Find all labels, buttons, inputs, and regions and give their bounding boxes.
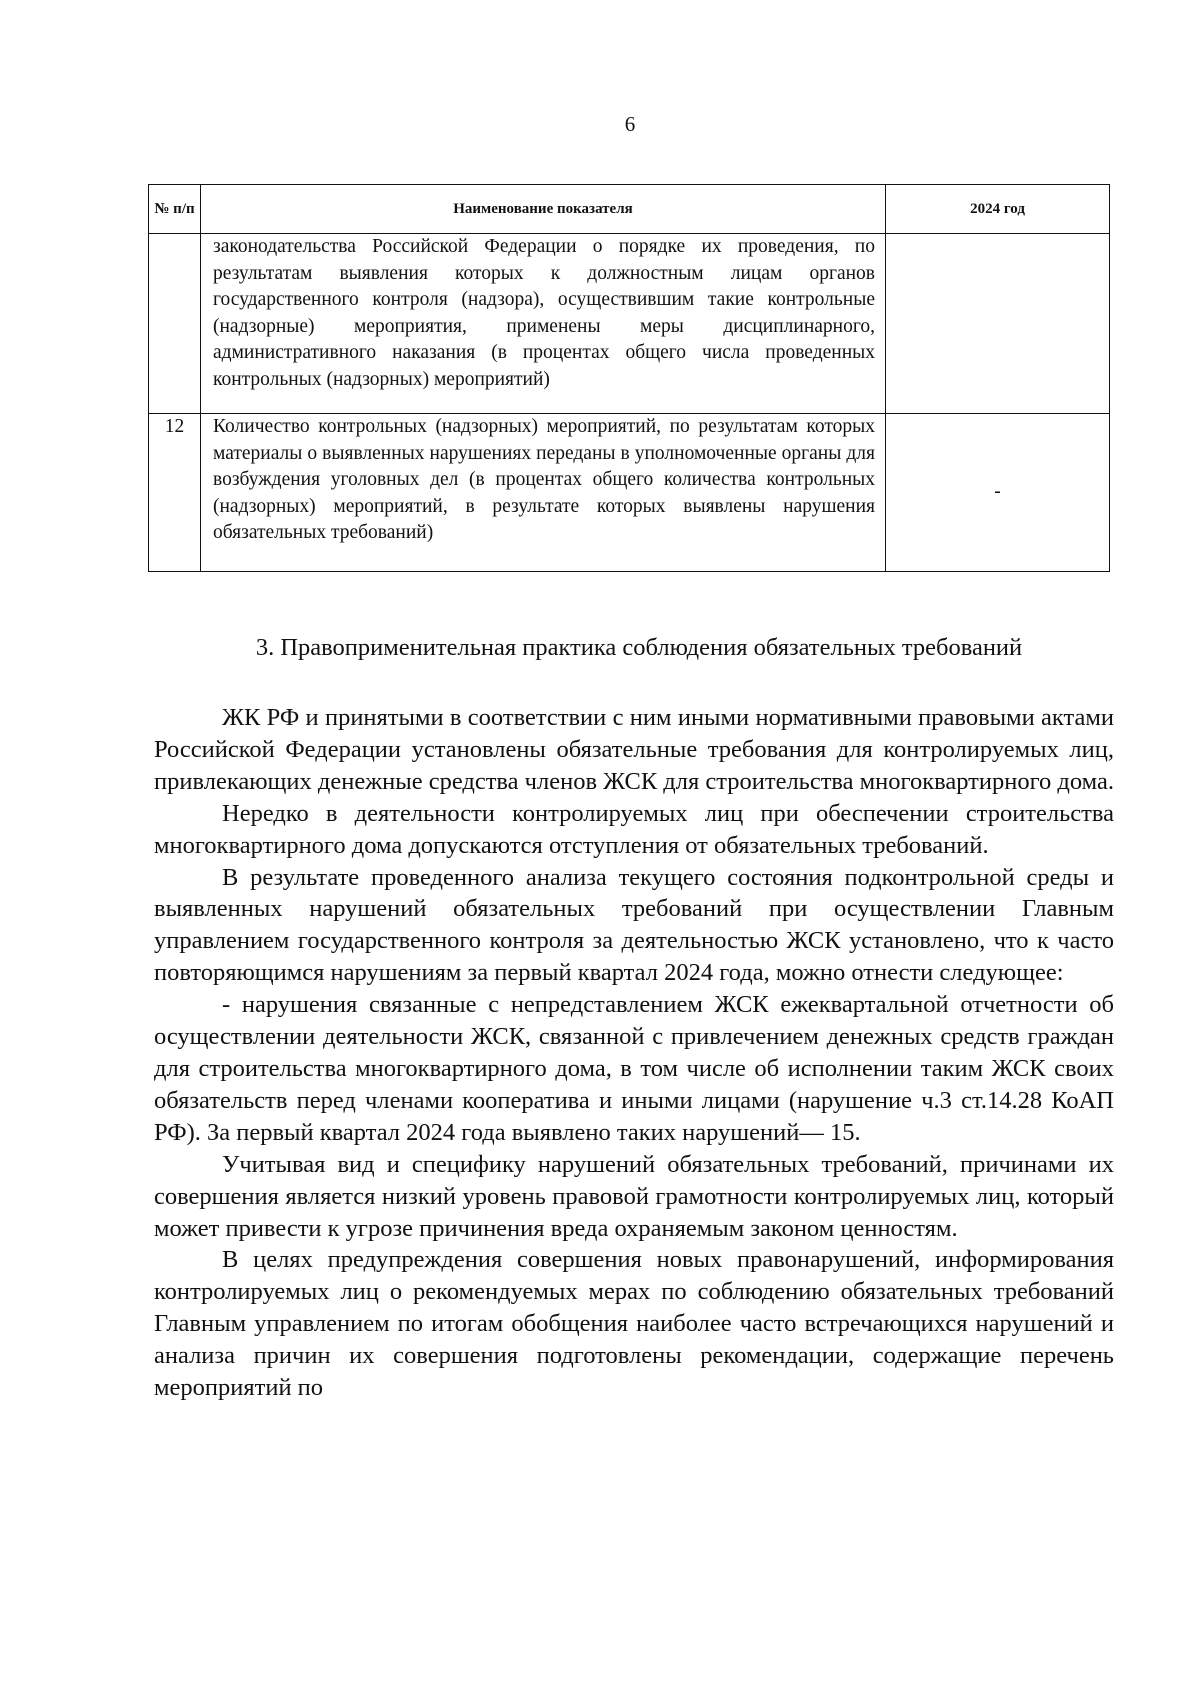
indicator-value xyxy=(886,234,1110,414)
table-header-row xyxy=(149,185,1110,234)
section-body xyxy=(154,702,1114,1404)
indicator-name: Количество контрольных (надзорных) мероприятий, по результатам которых материалы о выявленных нарушениях переданы в уполномоченные органы для возбуждения уголовных дел (в процентах общего количества контрольных (надзорных) мероприятий, в результате которых выявлены нарушения обязательных требований) xyxy=(201,414,886,572)
header-name: Наименование показателя xyxy=(201,185,886,234)
header-year: 2024 год xyxy=(886,185,1110,234)
table-row xyxy=(149,234,1110,414)
paragraph: ЖК РФ и принятыми в соответствии с ним иными нормативными правовыми актами Российской Федерации установлены обязательные требования для контролируемых лиц, привлекающих денежные средства членов ЖСК для строительства многоквартирного дома. xyxy=(154,704,1115,795)
header-num: № п/п xyxy=(149,185,201,234)
paragraph: Нередко в деятельности контролируемых лиц при обеспечении строительства многоквартирного дома допускаются отступления от обязательных требований. xyxy=(154,799,1114,859)
paragraph: В целях предупреждения совершения новых правонарушений, информирования контролируемых лиц о рекомендуемых мерах по соблюдению обязательных требований Главным управлением по итогам обобщения наиболее часто встречающихся нарушений и анализа причин их совершения подготовлены рекомендации, содержащие перечень мероприятий по xyxy=(154,1246,1114,1402)
table-row xyxy=(149,414,1110,572)
paragraph: Учитывая вид и специфику нарушений обязательных требований, причинами их совершения является низкий уровень правовой грамотности контролируемых лиц, который может привести к угрозе причинения вреда охраняемым законом ценностям. xyxy=(154,1150,1114,1242)
section-heading: 3. Правоприменительная практика соблюдения обязательных требований xyxy=(255,634,1023,661)
paragraph: В результате проведенного анализа текущего состояния подконтрольной среды и выявленных нарушений обязательных требований при осуществлении Главным управлением государственного контроля за деятельностью ЖСК установлено, что к часто повторяющимся нарушениям за первый квартал 2024 года, можно отнести следующее: xyxy=(154,863,1114,987)
indicator-name: законодательства Российской Федерации о порядке их проведения, по результатам выявления которых к должностным лицам органов государственного контроля (надзора), осуществившим такие контрольные (надзорные) мероприятия, применены меры дисциплинарного, административного наказания (в процентах общего числа проведенных контрольных (надзорных) мероприятий) xyxy=(201,234,886,414)
page-number: 6 xyxy=(624,112,636,136)
row-number xyxy=(149,234,201,414)
indicator-value: - xyxy=(886,414,1110,572)
row-number: 12 xyxy=(149,414,201,572)
indicators-table xyxy=(148,184,1110,572)
paragraph: - нарушения связанные с непредставлением ЖСК ежеквартальной отчетности об осуществлении деятельности ЖСК, связанной с привлечением денежных средств граждан для строительства многоквартирного дома, в том числе об исполнении таким ЖСК своих обязательств перед членами кооператива и иными лицами (нарушение ч.3 ст.14.28 КоАП РФ). За первый квартал 2024 года выявлено таких нарушений— 15. xyxy=(154,991,1114,1146)
